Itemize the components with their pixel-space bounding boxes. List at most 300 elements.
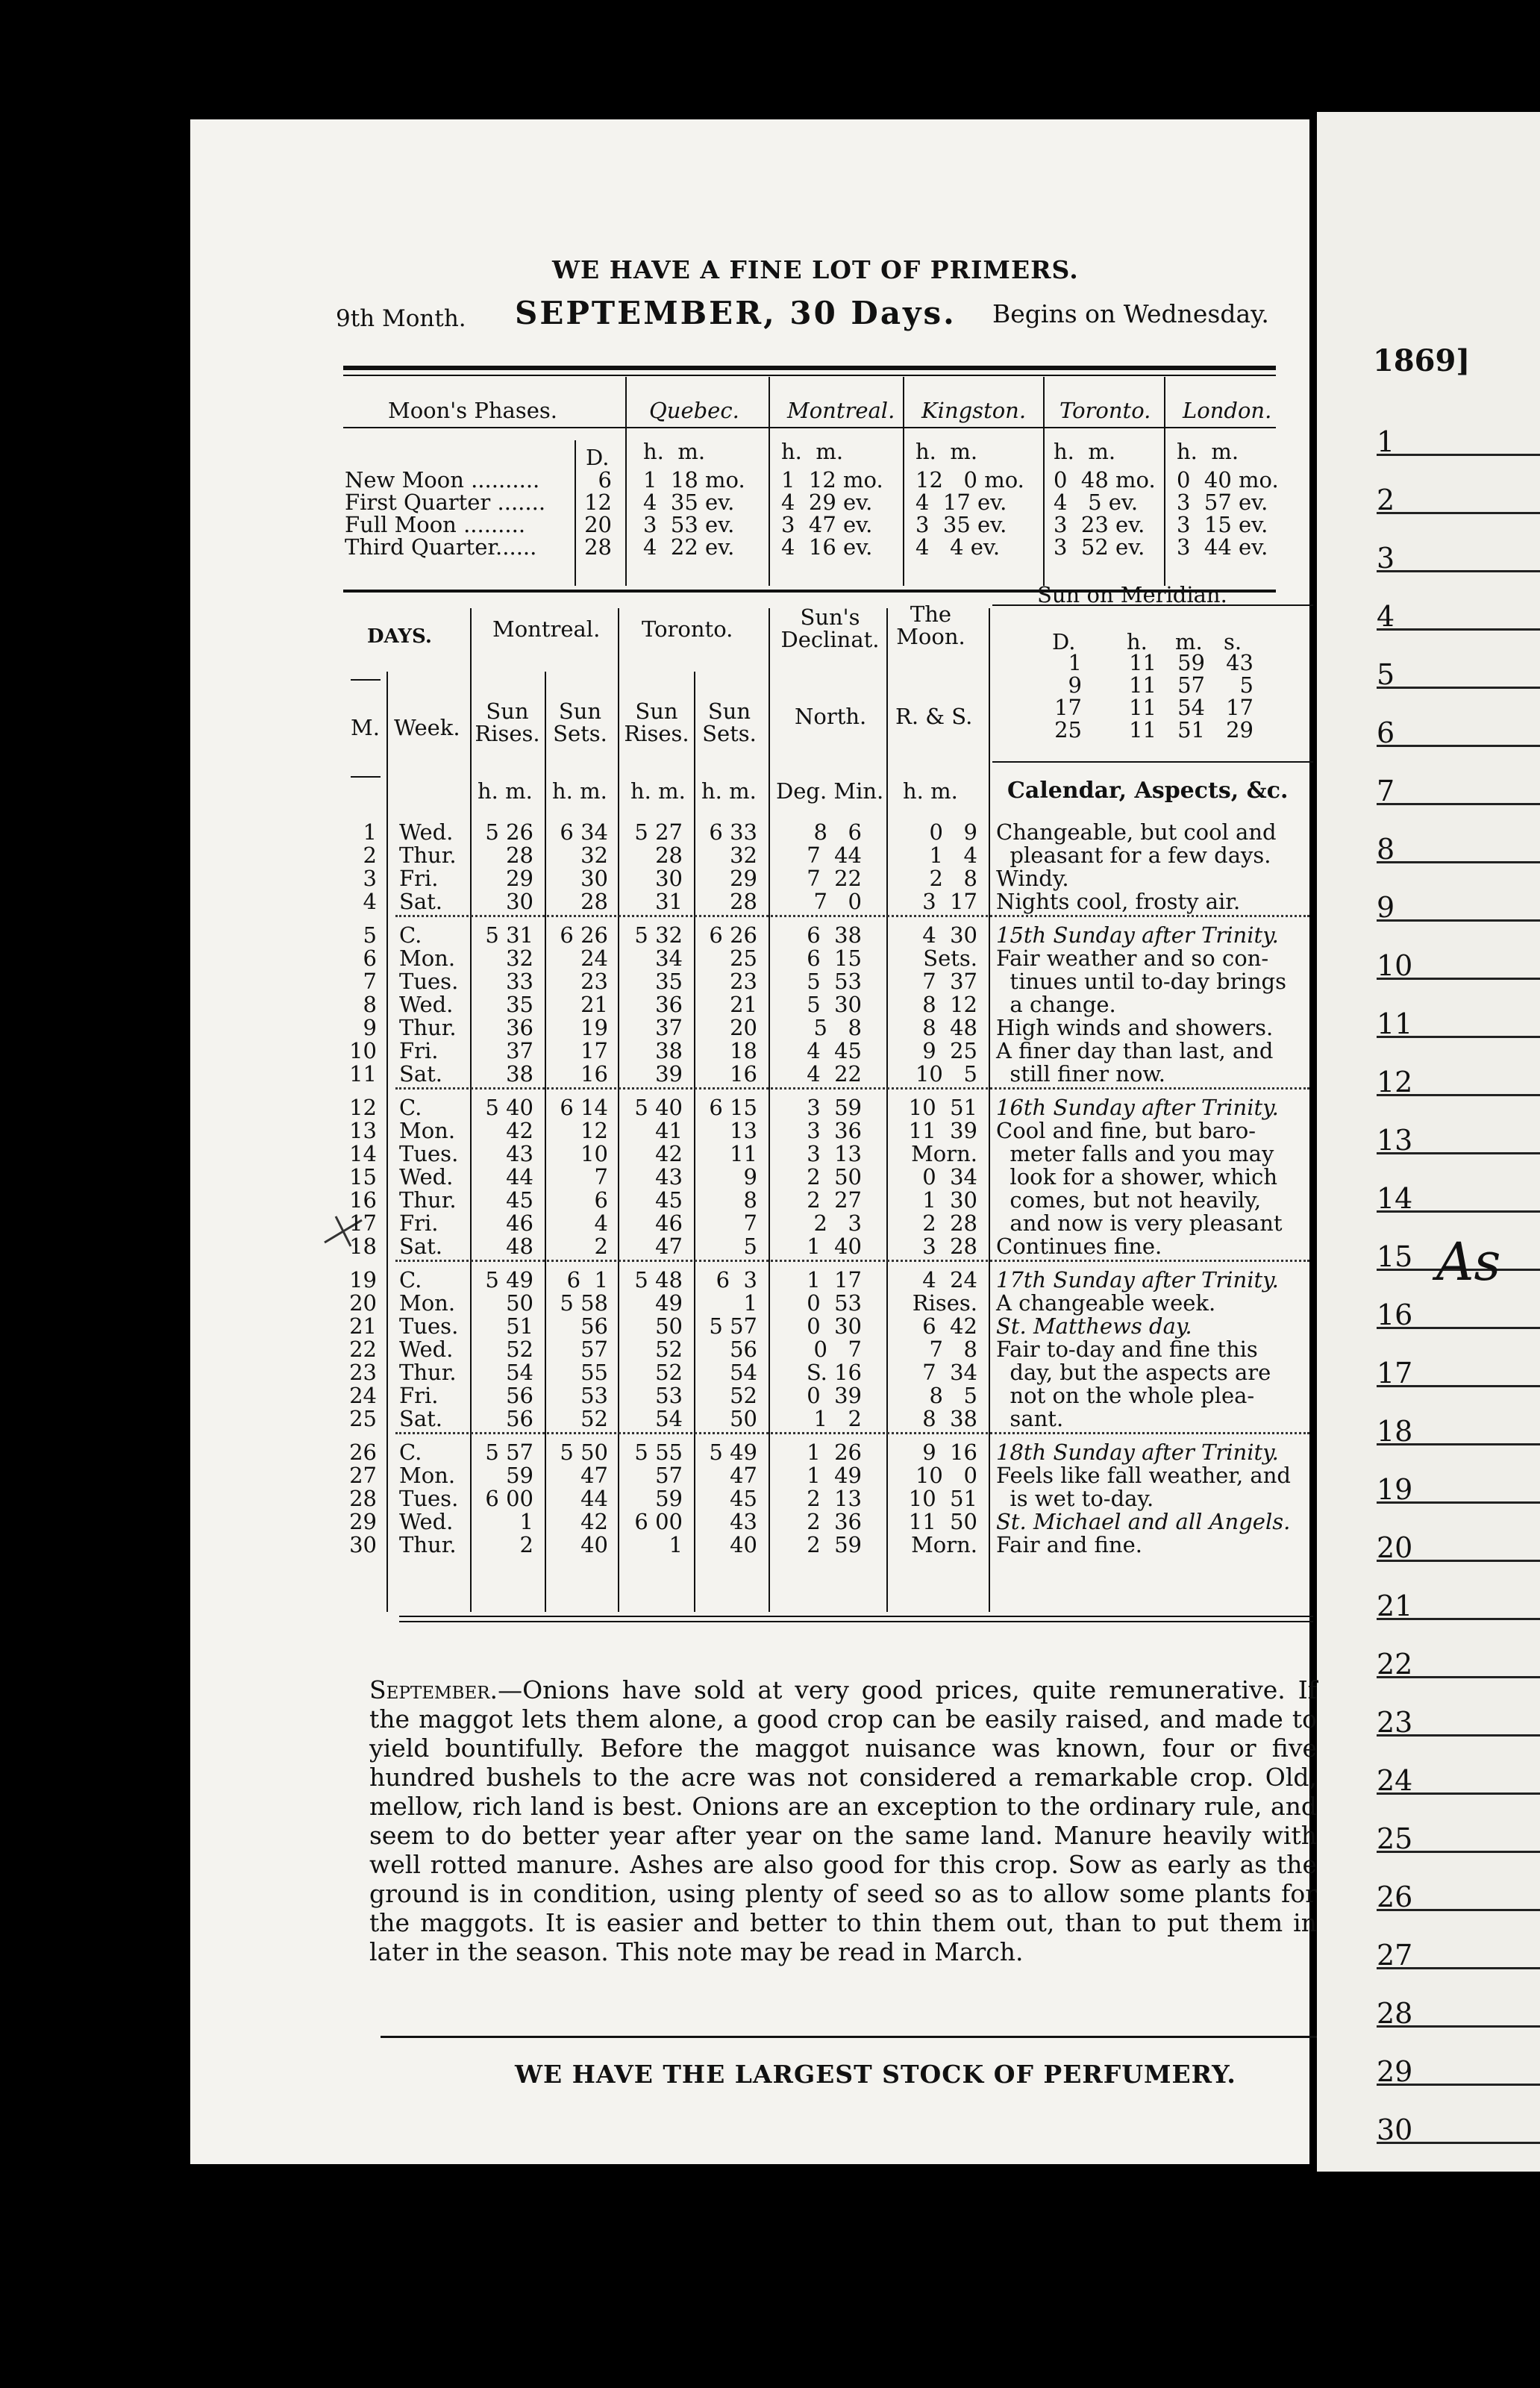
montreal-rise: 45	[506, 1187, 533, 1213]
montreal-set: 16	[580, 1061, 608, 1087]
toronto-set: 6 26	[709, 922, 757, 948]
toronto-set: 6 3	[716, 1267, 757, 1293]
phase-hm-header: h. m.	[1054, 439, 1116, 464]
header-rule	[992, 761, 1313, 763]
phase-time: 4 35 ev.	[643, 490, 735, 515]
declination: 2 3	[813, 1210, 862, 1236]
toronto-set: 28	[730, 889, 757, 914]
day-of-week: Fri.	[399, 1383, 439, 1408]
declination: 3 36	[807, 1118, 862, 1143]
phase-d-header: D.	[586, 445, 610, 470]
register-day-number: 6	[1377, 716, 1395, 749]
day-of-week: Thur.	[399, 1015, 457, 1040]
montreal-set: 5 50	[560, 1440, 608, 1465]
toronto-rise: 49	[655, 1290, 683, 1316]
toronto-rise: 39	[655, 1061, 683, 1087]
day-of-week: Wed.	[399, 992, 454, 1017]
register-day-number: 13	[1377, 1124, 1413, 1157]
moon-time: 8 5	[929, 1383, 977, 1408]
toronto-rise: 5 27	[634, 819, 683, 845]
day-of-week: Wed.	[399, 1337, 454, 1362]
register-day-number: 28	[1377, 1997, 1413, 2030]
montreal-rise: 30	[506, 889, 533, 914]
calendar-note: day, but the aspects are	[996, 1360, 1271, 1385]
day-of-month: 17	[349, 1210, 377, 1236]
montreal-rise: 28	[506, 843, 533, 868]
calendar-note: a change.	[996, 992, 1116, 1017]
register-day-number: 25	[1377, 1822, 1413, 1855]
header-rule	[351, 776, 381, 778]
day-of-month: 2	[363, 843, 377, 868]
declination: 5 8	[813, 1015, 862, 1040]
montreal-rise: 37	[506, 1038, 533, 1063]
day-of-week: Tues.	[399, 1313, 459, 1339]
thin-rule-top	[343, 375, 1276, 376]
day-of-week: Thur.	[399, 1187, 457, 1213]
week-header: Week.	[394, 715, 460, 740]
day-of-week: Mon.	[399, 1463, 456, 1488]
day-of-month: 10	[349, 1038, 377, 1063]
toronto-set: 8	[743, 1187, 757, 1213]
montreal-set: 19	[580, 1015, 608, 1040]
calendar-note: Fair to-day and fine this	[996, 1337, 1258, 1362]
phase-name: New Moon ..........	[345, 467, 540, 493]
moon-time: 4 24	[922, 1267, 977, 1293]
declination: 7 0	[813, 889, 862, 914]
calendar-note: tinues until to-day brings	[996, 969, 1286, 994]
toronto-set: 32	[730, 843, 757, 868]
toronto-header: Toronto.	[642, 616, 733, 642]
toronto-sun-rises: Sun Rises.	[624, 698, 689, 746]
phase-city-header: London.	[1183, 398, 1272, 423]
phase-time: 3 44 ev.	[1177, 534, 1268, 560]
declination: 1 49	[807, 1463, 862, 1488]
toronto-rise: 36	[655, 992, 683, 1017]
day-of-week: Fri.	[399, 866, 439, 891]
day-of-month: 22	[349, 1337, 377, 1362]
toronto-rise: 46	[655, 1210, 683, 1236]
day-of-week: C.	[399, 1440, 422, 1465]
day-of-month: 11	[349, 1061, 377, 1087]
montreal-set: 4	[594, 1210, 608, 1236]
toronto-rise: 42	[655, 1141, 683, 1166]
declination: 3 13	[807, 1141, 862, 1166]
register-day-number: 7	[1377, 775, 1395, 807]
toronto-rise: 59	[655, 1486, 683, 1511]
register-row	[1377, 1560, 1540, 1620]
montreal-sun-sets: Sun Sets.	[553, 698, 607, 746]
day-of-week: Fri.	[399, 1038, 439, 1063]
meridian-value: 11	[1129, 672, 1156, 698]
day-of-month: 28	[349, 1486, 377, 1511]
toronto-rise: 31	[655, 889, 683, 914]
register-day-number: 26	[1377, 1881, 1413, 1913]
meridian-value: 43	[1226, 650, 1253, 675]
calendar-header: Calendar, Aspects, &c.	[1007, 778, 1289, 804]
montreal-rise: 5 26	[485, 819, 533, 845]
toronto-rise: 53	[655, 1383, 683, 1408]
meridian-col-header: m.	[1175, 629, 1203, 654]
day-of-week: Sat.	[399, 889, 443, 914]
day-of-week: Wed.	[399, 1509, 454, 1534]
phase-time: 4 5 ev.	[1054, 490, 1139, 515]
montreal-set: 44	[580, 1486, 608, 1511]
toronto-set: 40	[730, 1532, 757, 1557]
moon-time: 1 30	[922, 1187, 977, 1213]
montreal-rise: 38	[506, 1061, 533, 1087]
meridian-value: 11	[1129, 650, 1156, 675]
day-of-month: 19	[349, 1267, 377, 1293]
phase-name: Third Quarter......	[345, 534, 537, 560]
moon-time: 3 17	[922, 889, 977, 914]
montreal-set: 47	[580, 1463, 608, 1488]
calendar-note: Continues fine.	[996, 1234, 1162, 1259]
declination: 7 22	[807, 866, 862, 891]
day-of-week: Wed.	[399, 1164, 454, 1190]
phase-city-header: Quebec.	[649, 398, 739, 423]
calendar-note: Windy.	[996, 866, 1069, 891]
phase-day: 28	[584, 534, 612, 560]
declination: S. 16	[806, 1360, 862, 1385]
montreal-set: 21	[580, 992, 608, 1017]
declination: 2 59	[807, 1532, 862, 1557]
day-of-month: 5	[363, 922, 377, 948]
montreal-rise: 35	[506, 992, 533, 1017]
montreal-rise: 56	[506, 1406, 533, 1431]
day-of-month: 3	[363, 866, 377, 891]
moon-time: 8 38	[922, 1406, 977, 1431]
phases-vrule	[625, 377, 627, 586]
week-separator	[395, 1431, 1309, 1434]
toronto-set: 1	[743, 1290, 757, 1316]
phase-time: 3 57 ev.	[1177, 490, 1268, 515]
montreal-set: 24	[580, 945, 608, 971]
meridian-value: 29	[1226, 717, 1253, 743]
register-row	[1377, 687, 1540, 747]
montreal-set: 6 1	[566, 1267, 608, 1293]
toronto-rise: 47	[655, 1234, 683, 1259]
calendar-note: meter falls and you may	[996, 1141, 1274, 1166]
phase-hm-header: h. m.	[1177, 439, 1239, 464]
header-rule	[351, 679, 381, 681]
toronto-rise: 5 48	[634, 1267, 683, 1293]
phase-day: 20	[584, 512, 612, 537]
calendar-note: 16th Sunday after Trinity.	[996, 1095, 1279, 1120]
calendar-note: St. Matthews day.	[996, 1313, 1192, 1339]
month-number: 9th Month.	[336, 305, 466, 332]
declination: 4 45	[807, 1038, 862, 1063]
register-row	[1377, 1443, 1540, 1504]
phase-time: 1 12 mo.	[781, 467, 883, 493]
register-row	[1377, 1909, 1540, 1972]
right-register-page	[1317, 112, 1540, 2172]
phase-time: 3 23 ev.	[1054, 512, 1145, 537]
meridian-value: 11	[1129, 717, 1156, 743]
montreal-set: 6 34	[560, 819, 608, 845]
moon-time: 8 12	[922, 992, 977, 1017]
moon-time: 11 50	[908, 1509, 977, 1534]
register-day-number: 23	[1377, 1706, 1413, 1739]
montreal-rise: 43	[506, 1141, 533, 1166]
calendar-note: comes, but not heavily,	[996, 1187, 1262, 1213]
week-separator	[395, 1258, 1309, 1262]
register-row	[1377, 978, 1540, 1038]
montreal-rise: 32	[506, 945, 533, 971]
phase-time: 4 22 ev.	[643, 534, 735, 560]
montreal-rise: 5 40	[485, 1095, 533, 1120]
register-row	[1377, 1094, 1540, 1157]
phase-time: 4 4 ev.	[915, 534, 1001, 560]
day-of-week: Tues.	[399, 1486, 459, 1511]
table-vrule	[989, 608, 990, 1612]
montreal-set: 30	[580, 866, 608, 891]
toronto-rise: 37	[655, 1015, 683, 1040]
moon-time: 1 4	[929, 843, 977, 868]
toronto-rise: 35	[655, 969, 683, 994]
toronto-set: 47	[730, 1463, 757, 1488]
declination: 0 53	[807, 1290, 862, 1316]
day-of-month: 8	[363, 992, 377, 1017]
day-of-week: C.	[399, 922, 422, 948]
toronto-rise: 57	[655, 1463, 683, 1488]
toronto-set: 9	[743, 1164, 757, 1190]
moon-time: 10 51	[908, 1095, 977, 1120]
moon-time: Sets.	[923, 945, 977, 971]
register-row	[1377, 2025, 1540, 2086]
montreal-rise: 1	[519, 1509, 533, 1534]
declination: 1 40	[807, 1234, 862, 1259]
toronto-set: 13	[730, 1118, 757, 1143]
day-of-month: 23	[349, 1360, 377, 1385]
register-day-number: 14	[1377, 1182, 1413, 1215]
moon-time: Rises.	[912, 1290, 977, 1316]
register-row	[1377, 861, 1540, 922]
table-vrule	[386, 672, 388, 1612]
meridian-col-header: D.	[1052, 629, 1076, 654]
moon-time: 7 8	[929, 1337, 977, 1362]
montreal-set: 53	[580, 1383, 608, 1408]
toronto-rise: 52	[655, 1337, 683, 1362]
montreal-rise: 2	[519, 1532, 533, 1557]
montreal-header: Montreal.	[492, 616, 601, 642]
phase-city-header: Montreal.	[787, 398, 895, 423]
moon-time: 9 16	[922, 1440, 977, 1465]
day-of-week: Fri.	[399, 1210, 439, 1236]
meridian-col-header: s.	[1224, 629, 1242, 654]
register-day-number: 29	[1377, 2055, 1413, 2088]
montreal-rise: 36	[506, 1015, 533, 1040]
register-day-number: 21	[1377, 1590, 1413, 1622]
day-of-week: Thur.	[399, 843, 457, 868]
handwritten-note: As	[1436, 1231, 1501, 1293]
register-row	[1377, 1152, 1540, 1213]
phase-day: 12	[584, 490, 612, 515]
day-of-week: Sat.	[399, 1234, 443, 1259]
toronto-set: 56	[730, 1337, 757, 1362]
phase-time: 3 15 ev.	[1177, 512, 1268, 537]
moon-time: 10 0	[915, 1463, 977, 1488]
register-day-number: 22	[1377, 1648, 1413, 1681]
toronto-set: 20	[730, 1015, 757, 1040]
phases-vrule	[1164, 377, 1165, 586]
montreal-set: 2	[594, 1234, 608, 1259]
phase-hm-header: h. m.	[781, 439, 844, 464]
declination-header: Sun's Declinat.	[780, 604, 880, 652]
montreal-rise: 59	[506, 1463, 533, 1488]
declination: 7 44	[807, 843, 862, 868]
meridian-value: 54	[1177, 695, 1205, 720]
montreal-set: 6 14	[560, 1095, 608, 1120]
declination: 6 15	[807, 945, 862, 971]
day-of-week: Tues.	[399, 969, 459, 994]
rs-header: R. & S.	[895, 704, 973, 729]
calendar-note: Fair and fine.	[996, 1532, 1142, 1557]
day-of-week: Thur.	[399, 1360, 457, 1385]
register-day-number: 1	[1377, 425, 1395, 458]
montreal-rise: 50	[506, 1290, 533, 1316]
moon-time: 3 28	[922, 1234, 977, 1259]
moon-time: 4 30	[922, 922, 977, 948]
meridian-value: 17	[1226, 695, 1253, 720]
phases-vrule	[769, 377, 770, 586]
phase-name: Full Moon .........	[345, 512, 526, 537]
phases-vrule	[1043, 377, 1045, 586]
calendar-note: Nights cool, frosty air.	[996, 889, 1241, 914]
moon-time: 0 34	[922, 1164, 977, 1190]
toronto-set: 16	[730, 1061, 757, 1087]
register-row	[1377, 1967, 1540, 2028]
calendar-note: pleasant for a few days.	[996, 843, 1271, 868]
meridian-value: 5	[1239, 672, 1253, 698]
montreal-set: 40	[580, 1532, 608, 1557]
calendar-note: 18th Sunday after Trinity.	[996, 1440, 1279, 1465]
day-of-month: 6	[363, 945, 377, 971]
meridian-col-header: h.	[1127, 629, 1148, 654]
montreal-set: 10	[580, 1141, 608, 1166]
declination: 2 13	[807, 1486, 862, 1511]
declination: 8 6	[813, 819, 862, 845]
day-of-month: 7	[363, 969, 377, 994]
register-row	[1377, 454, 1540, 514]
moon-header: The Moon.	[896, 601, 965, 649]
register-row	[1377, 1385, 1540, 1448]
note-body: —Onions have sold at very good prices, quite remunerative. If the maggot lets them alone, a good crop can be easily raised, and made to yield bountifully. Before the maggot nuisance was known, four or five hundred bushels to the acre was not considered a remarkable crop. Old, mellow, rich land is best. Onions are an exception to the ordinary rule, and seem to do better year after year on the same land. Manure heavily with well rotted manure. Ashes are also good for this crop. Sow as early as the ground is in condition, using plenty of seed so as to allow some plants for the maggots. It is easier and better to thin them out, than to put them in later in the season. This note may be read in March.	[369, 1675, 1317, 1966]
calendar-note: still finer now.	[996, 1061, 1166, 1087]
phase-time: 4 29 ev.	[781, 490, 873, 515]
moon-time: 10 5	[915, 1061, 977, 1087]
register-row	[1377, 1618, 1540, 1681]
footer-rule	[381, 2036, 1317, 2038]
calendar-note: and now is very pleasant	[996, 1210, 1283, 1236]
register-day-number: 19	[1377, 1473, 1413, 1506]
register-row	[1377, 628, 1540, 689]
declination: 2 36	[807, 1509, 862, 1534]
m-header: M.	[351, 715, 380, 740]
montreal-set: 6	[594, 1187, 608, 1213]
toronto-set: 45	[730, 1486, 757, 1511]
toronto-sun-sets: Sun Sets.	[702, 698, 757, 746]
meridian-value: 17	[1054, 695, 1082, 720]
register-day-number: 27	[1377, 1939, 1413, 1972]
day-of-month: 20	[349, 1290, 377, 1316]
september-note	[369, 1675, 1317, 1966]
day-of-week: C.	[399, 1267, 422, 1293]
day-of-month: 9	[363, 1015, 377, 1040]
calendar-note: look for a shower, which	[996, 1164, 1278, 1190]
hm-unit: h. m.	[630, 778, 686, 804]
calendar-note: A changeable week.	[996, 1290, 1216, 1316]
day-of-month: 24	[349, 1383, 377, 1408]
register-day-number: 30	[1377, 2113, 1413, 2146]
days-header: DAYS.	[367, 625, 432, 648]
register-day-number: 2	[1377, 484, 1395, 516]
phase-time: 3 47 ev.	[781, 512, 873, 537]
calendar-note: Feels like fall weather, and	[996, 1463, 1291, 1488]
toronto-set: 29	[730, 866, 757, 891]
montreal-set: 42	[580, 1509, 608, 1534]
table-bottom-rule	[399, 1616, 1313, 1617]
day-of-month: 30	[349, 1532, 377, 1557]
toronto-set: 43	[730, 1509, 757, 1534]
phase-time: 0 48 mo.	[1054, 467, 1156, 493]
week-separator	[395, 1086, 1309, 1090]
montreal-set: 57	[580, 1337, 608, 1362]
calendar-note: 15th Sunday after Trinity.	[996, 922, 1279, 948]
meridian-value: 1	[1068, 650, 1082, 675]
day-of-week: Sat.	[399, 1406, 443, 1431]
declination: 1 26	[807, 1440, 862, 1465]
week-separator	[395, 913, 1309, 917]
montreal-rise: 42	[506, 1118, 533, 1143]
register-row	[1377, 570, 1540, 631]
toronto-rise: 6 00	[634, 1509, 683, 1534]
meridian-title: Sun on Meridian.	[1037, 582, 1227, 607]
toronto-rise: 43	[655, 1164, 683, 1190]
toronto-set: 6 33	[709, 819, 757, 845]
register-row	[1377, 396, 1540, 456]
phase-city-header: Kingston.	[921, 398, 1027, 423]
calendar-note: Changeable, but cool and	[996, 819, 1277, 845]
register-row	[1377, 1734, 1540, 1795]
montreal-set: 6 26	[560, 922, 608, 948]
hm-unit: h. m.	[701, 778, 757, 804]
toronto-rise: 5 40	[634, 1095, 683, 1120]
day-of-week: Thur.	[399, 1532, 457, 1557]
declination: 5 30	[807, 992, 862, 1017]
degmin-unit: Deg. Min.	[776, 778, 884, 804]
moon-time: 2 8	[929, 866, 977, 891]
day-of-week: C.	[399, 1095, 422, 1120]
declination: 0 30	[807, 1313, 862, 1339]
register-day-number: 16	[1377, 1298, 1413, 1331]
register-day-number: 20	[1377, 1531, 1413, 1564]
day-of-month: 14	[349, 1141, 377, 1166]
register-row	[1377, 1036, 1540, 1096]
toronto-set: 50	[730, 1406, 757, 1431]
table-bottom-rule-2	[399, 1621, 1313, 1622]
toronto-set: 7	[743, 1210, 757, 1236]
declination: 0 7	[813, 1337, 862, 1362]
moon-time: 7 37	[922, 969, 977, 994]
month-title: SEPTEMBER, 30 Days.	[515, 295, 957, 331]
day-of-month: 25	[349, 1406, 377, 1431]
montreal-rise: 44	[506, 1164, 533, 1190]
phases-title: Moon's Phases.	[388, 398, 557, 423]
moon-time: Morn.	[911, 1141, 977, 1166]
hm-unit: h. m.	[552, 778, 607, 804]
declination: 2 50	[807, 1164, 862, 1190]
phase-time: 3 53 ev.	[643, 512, 735, 537]
